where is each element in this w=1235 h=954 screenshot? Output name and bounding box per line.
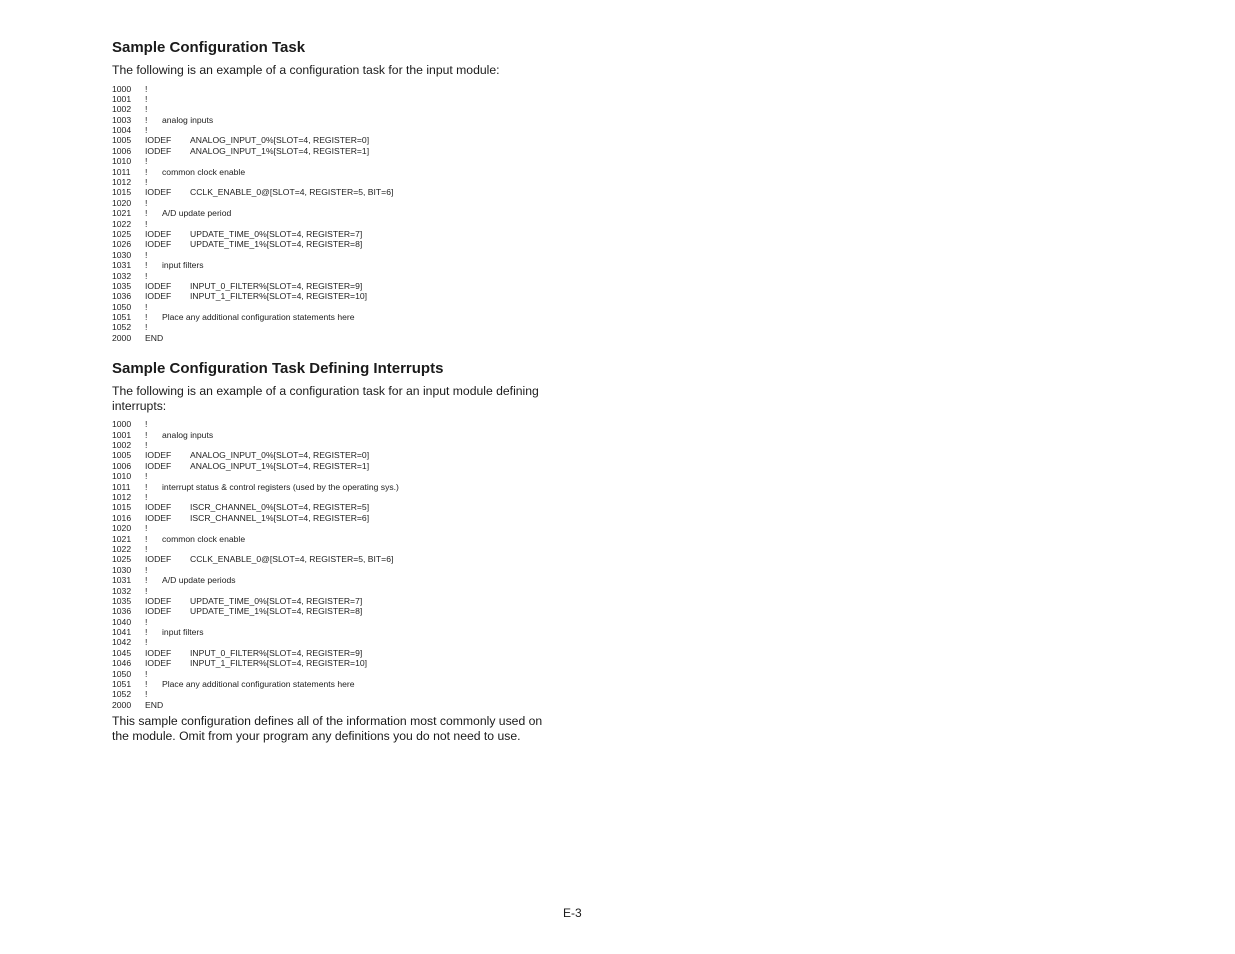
line-number: 1021: [112, 208, 132, 219]
code-argument: common clock enable: [162, 533, 246, 544]
line-number: 1015: [112, 187, 132, 198]
code-line: [112, 239, 572, 249]
line-number: 1032: [112, 585, 132, 596]
code-line: [112, 84, 572, 94]
code-keyword: IODEF: [145, 658, 172, 669]
code-keyword: !: [145, 616, 148, 627]
code-line: [112, 260, 572, 270]
code-line: [112, 115, 572, 125]
code-argument: INPUT_0_FILTER%[SLOT=4, REGISTER=9]: [190, 280, 363, 291]
code-line: [112, 534, 572, 544]
code-argument: INPUT_0_FILTER%[SLOT=4, REGISTER=9]: [190, 647, 363, 658]
line-number: 1010: [112, 471, 132, 482]
code-line: [112, 606, 572, 616]
code-keyword: IODEF: [145, 595, 172, 606]
line-number: 1011: [112, 166, 131, 177]
line-number: 1012: [112, 492, 132, 502]
code-argument: Place any additional configuration statements here: [162, 312, 355, 323]
line-number: 1002: [112, 440, 132, 451]
code-keyword: !: [145, 492, 148, 502]
line-number: 1012: [112, 177, 132, 188]
code-argument: Place any additional configuration statements here: [162, 679, 355, 690]
code-keyword: !: [145, 637, 148, 648]
code-keyword: IODEF: [145, 280, 172, 291]
line-number: 1032: [112, 270, 132, 281]
code-line: [112, 250, 572, 260]
line-number: 1051: [112, 679, 132, 690]
code-keyword: IODEF: [145, 145, 172, 156]
line-number: 1030: [112, 564, 132, 575]
code-line: [112, 544, 572, 554]
code-line: [112, 430, 572, 440]
code-argument: UPDATE_TIME_0%[SLOT=4, REGISTER=7]: [190, 228, 363, 239]
line-number: 1030: [112, 249, 132, 260]
code-keyword: !: [145, 440, 148, 451]
code-line: [112, 586, 572, 596]
code-line: [112, 333, 572, 343]
code-line: [112, 104, 572, 114]
code-argument: ANALOG_INPUT_0%[SLOT=4, REGISTER=0]: [190, 450, 370, 461]
line-number: 1036: [112, 291, 132, 302]
page-number: E-3: [563, 906, 582, 920]
line-number: 1026: [112, 239, 132, 250]
code-argument: ANALOG_INPUT_1%[SLOT=4, REGISTER=1]: [190, 460, 370, 471]
line-number: 1052: [112, 322, 132, 333]
code-keyword: IODEF: [145, 135, 172, 146]
code-keyword: !: [145, 197, 148, 208]
code-keyword: !: [145, 312, 148, 323]
code-line: [112, 658, 572, 668]
line-number: 1042: [112, 637, 132, 648]
code-argument: analog inputs: [162, 429, 214, 440]
code-argument: UPDATE_TIME_0%[SLOT=4, REGISTER=7]: [190, 595, 363, 606]
line-number: 2000: [112, 332, 132, 343]
code-keyword: !: [145, 429, 148, 440]
code-argument: UPDATE_TIME_1%[SLOT=4, REGISTER=8]: [190, 239, 363, 250]
code-line: [112, 689, 572, 699]
code-argument: CCLK_ENABLE_0@[SLOT=4, REGISTER=5, BIT=6]: [190, 554, 394, 565]
code-keyword: !: [145, 322, 148, 333]
line-number: 1025: [112, 228, 132, 239]
code-argument: common clock enable: [162, 166, 246, 177]
code-keyword: END: [145, 332, 164, 343]
code-line: [112, 125, 572, 135]
line-number: 1031: [112, 575, 132, 586]
code-line: [112, 312, 572, 322]
line-number: 1002: [112, 104, 132, 115]
code-argument: A/D update periods: [162, 575, 236, 586]
code-argument: interrupt status & control registers (used by the operating sys.): [162, 481, 399, 492]
line-number: 2000: [112, 699, 132, 710]
line-number: 1050: [112, 668, 132, 679]
section1-intro: The following is an example of a configuration task for the input module:: [112, 63, 500, 77]
code-keyword: !: [145, 523, 148, 534]
code-argument: ISCR_CHANNEL_0%[SLOT=4, REGISTER=5]: [190, 502, 370, 513]
code-line: [112, 596, 572, 606]
code-keyword: !: [145, 114, 148, 125]
line-number: 1050: [112, 301, 132, 312]
line-number: 1011: [112, 481, 131, 492]
code-keyword: !: [145, 270, 148, 281]
code-line: [112, 575, 572, 585]
line-number: 1052: [112, 689, 132, 700]
code-keyword: !: [145, 481, 148, 492]
line-number: 1025: [112, 554, 132, 565]
line-number: 1000: [112, 83, 132, 94]
code-line: [112, 135, 572, 145]
code-keyword: IODEF: [145, 606, 172, 617]
line-number: 1051: [112, 312, 132, 323]
line-number: 1031: [112, 260, 132, 271]
code-keyword: !: [145, 249, 148, 260]
code-argument: ANALOG_INPUT_0%[SLOT=4, REGISTER=0]: [190, 135, 370, 146]
code-line: [112, 471, 572, 481]
code-keyword: !: [145, 419, 148, 430]
code-keyword: !: [145, 301, 148, 312]
code-line: [112, 523, 572, 533]
line-number: 1006: [112, 460, 132, 471]
section2-title: Sample Configuration Task Defining Interrupts: [112, 360, 444, 378]
line-number: 1035: [112, 280, 132, 291]
code-line: [112, 669, 572, 679]
line-number: 1045: [112, 647, 132, 658]
code-keyword: !: [145, 575, 148, 586]
code-line: [112, 492, 572, 502]
line-number: 1022: [112, 218, 132, 229]
line-number: 1046: [112, 658, 132, 669]
code-keyword: !: [145, 166, 148, 177]
code-line: [112, 271, 572, 281]
code-line: [112, 502, 572, 512]
code-keyword: IODEF: [145, 291, 172, 302]
section1-title: Sample Configuration Task: [112, 39, 306, 56]
section2-code-listing: [112, 419, 572, 710]
code-line: [112, 198, 572, 208]
line-number: 1041: [112, 627, 132, 638]
code-argument: INPUT_1_FILTER%[SLOT=4, REGISTER=10]: [190, 291, 368, 302]
code-argument: ISCR_CHANNEL_1%[SLOT=4, REGISTER=6]: [190, 512, 370, 523]
code-line: [112, 637, 572, 647]
line-number: 1040: [112, 616, 132, 627]
line-number: 1010: [112, 156, 132, 167]
code-line: [112, 291, 572, 301]
code-keyword: !: [145, 585, 148, 596]
line-number: 1021: [112, 533, 132, 544]
code-line: [112, 450, 572, 460]
code-keyword: !: [145, 543, 148, 554]
code-argument: CCLK_ENABLE_0@[SLOT=4, REGISTER=5, BIT=6]: [190, 187, 394, 198]
code-keyword: !: [145, 668, 148, 679]
code-keyword: !: [145, 83, 148, 94]
section1-code-listing: [112, 84, 572, 344]
code-keyword: !: [145, 218, 148, 229]
code-keyword: !: [145, 627, 148, 638]
code-argument: input filters: [162, 627, 204, 638]
code-keyword: IODEF: [145, 228, 172, 239]
code-line: [112, 322, 572, 332]
code-line: [112, 513, 572, 523]
code-keyword: !: [145, 125, 148, 136]
code-keyword: IODEF: [145, 554, 172, 565]
code-line: [112, 94, 572, 104]
code-line: [112, 565, 572, 575]
code-line: [112, 302, 572, 312]
line-number: 1005: [112, 450, 132, 461]
code-line: [112, 648, 572, 658]
code-line: [112, 281, 572, 291]
code-line: [112, 679, 572, 689]
code-keyword: END: [145, 699, 164, 710]
code-line: [112, 461, 572, 471]
section2-outro: This sample configuration defines all of the information most commonly used on the module. Omit from your program any definitions you do not need to use.: [112, 714, 543, 743]
code-keyword: !: [145, 260, 148, 271]
code-keyword: !: [145, 533, 148, 544]
code-argument: ANALOG_INPUT_1%[SLOT=4, REGISTER=1]: [190, 145, 370, 156]
code-line: [112, 617, 572, 627]
code-argument: A/D update period: [162, 208, 232, 219]
line-number: 1015: [112, 502, 132, 513]
code-keyword: !: [145, 564, 148, 575]
line-number: 1035: [112, 595, 132, 606]
code-line: [112, 482, 572, 492]
code-argument: INPUT_1_FILTER%[SLOT=4, REGISTER=10]: [190, 658, 368, 669]
code-line: [112, 229, 572, 239]
code-argument: analog inputs: [162, 114, 214, 125]
code-line: [112, 167, 572, 177]
line-number: 1036: [112, 606, 132, 617]
code-line: [112, 177, 572, 187]
code-keyword: !: [145, 104, 148, 115]
line-number: 1006: [112, 145, 132, 156]
code-line: [112, 187, 572, 197]
code-line: [112, 419, 572, 429]
line-number: 1001: [112, 429, 132, 440]
code-keyword: !: [145, 93, 148, 104]
code-keyword: IODEF: [145, 460, 172, 471]
code-line: [112, 440, 572, 450]
code-argument: input filters: [162, 260, 204, 271]
code-line: [112, 219, 572, 229]
code-keyword: IODEF: [145, 450, 172, 461]
line-number: 1000: [112, 419, 132, 430]
code-line: [112, 700, 572, 710]
section2-intro: The following is an example of a configuration task for an input module defining interrupts:: [112, 384, 539, 413]
page-content: [112, 38, 572, 743]
code-keyword: !: [145, 689, 148, 700]
line-number: 1020: [112, 523, 132, 534]
line-number: 1004: [112, 125, 132, 136]
code-line: [112, 627, 572, 637]
code-keyword: IODEF: [145, 647, 172, 658]
code-line: [112, 146, 572, 156]
code-keyword: !: [145, 679, 148, 690]
code-line: [112, 554, 572, 564]
code-keyword: !: [145, 156, 148, 167]
code-keyword: IODEF: [145, 187, 172, 198]
code-keyword: IODEF: [145, 512, 172, 523]
code-keyword: !: [145, 177, 148, 188]
code-keyword: IODEF: [145, 502, 172, 513]
line-number: 1003: [112, 114, 132, 125]
code-keyword: !: [145, 208, 148, 219]
code-line: [112, 208, 572, 218]
line-number: 1016: [112, 512, 132, 523]
code-keyword: !: [145, 471, 148, 482]
line-number: 1005: [112, 135, 132, 146]
code-line: [112, 156, 572, 166]
line-number: 1022: [112, 543, 132, 554]
line-number: 1001: [112, 93, 132, 104]
code-keyword: IODEF: [145, 239, 172, 250]
code-argument: UPDATE_TIME_1%[SLOT=4, REGISTER=8]: [190, 606, 363, 617]
line-number: 1020: [112, 197, 132, 208]
